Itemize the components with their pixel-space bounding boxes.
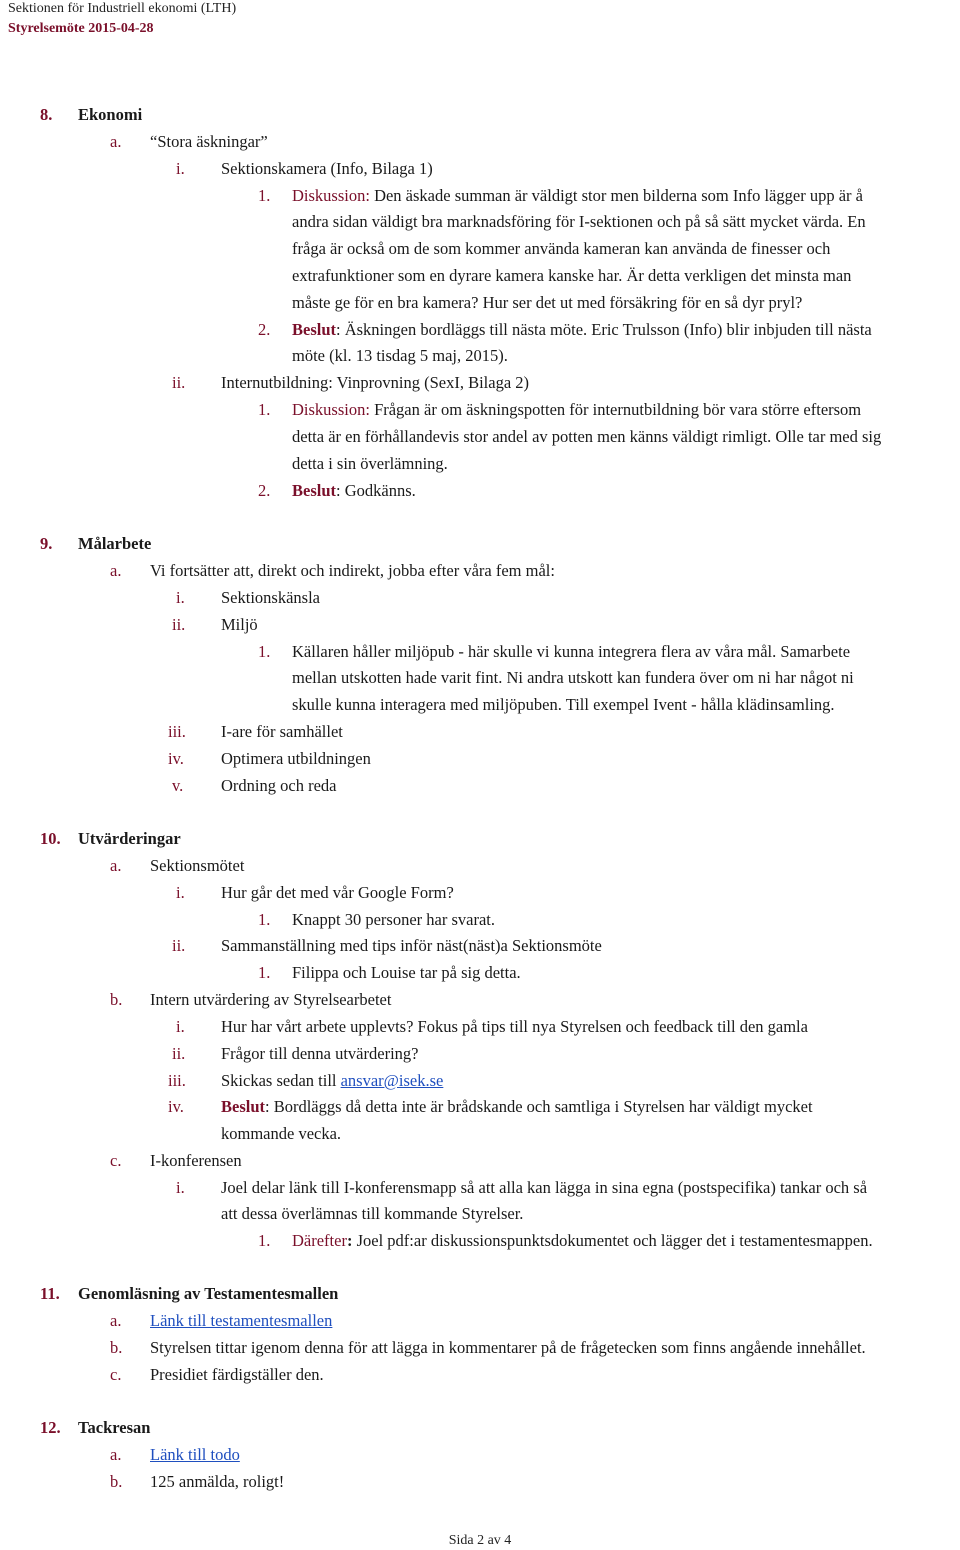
decision-text: : Äskningen bordläggs till nästa möte. Eric Trulsson (Info) blir inbjuden till nästa [336, 320, 872, 339]
list-marker: 1. [258, 910, 271, 929]
list-item: I-konferensen [150, 1151, 242, 1170]
list-marker: a. [110, 561, 122, 580]
list-marker: iv. [168, 1097, 184, 1116]
list-marker: b. [110, 1472, 123, 1491]
section-title-utvarderingar: Utvärderingar [78, 829, 181, 848]
discussion-line [292, 399, 861, 421]
list-item: att dessa överlämnas till kommande Styrelser. [221, 1204, 524, 1223]
discussion-text: detta är en förhållandevis stor andel av potten men känns väldigt rimligt. Olle tar med sig [292, 427, 882, 446]
list-marker: 1. [258, 186, 271, 205]
list-item: Joel delar länk till I-konferensmapp så att alla kan lägga in sina egna (postspecifika) tankar och så [221, 1178, 868, 1197]
list-marker: 1. [258, 1231, 271, 1250]
list-item-text: Joel pdf:ar diskussionspunktsdokumentet och lägger det i testamentesmappen. [352, 1231, 873, 1250]
section-title-tackresan: Tackresan [78, 1418, 151, 1437]
decision-text: : Bordläggs då detta inte är brådskande och samtliga i Styrelsen har väldigt mycket [265, 1097, 813, 1116]
section-number: 9. [40, 534, 53, 553]
discussion-text: måste ge för en bra kamera? Hur ser det ut med försäkring för en så dyr pryl? [292, 293, 803, 312]
decision-line [292, 480, 416, 502]
list-marker: iii. [168, 722, 186, 741]
section-title-testamente: Genomläsning av Testamentesmallen [78, 1284, 339, 1303]
list-marker: 1. [258, 642, 271, 661]
list-marker: ii. [172, 936, 186, 955]
therafter-label: Därefter [292, 1231, 347, 1250]
label-colon: : [346, 1231, 353, 1250]
meeting-title-header: Styrelsemöte 2015-04-28 [8, 21, 154, 36]
list-item: 125 anmälda, roligt! [150, 1472, 285, 1491]
list-marker: 2. [258, 481, 271, 500]
list-marker: c. [110, 1151, 122, 1170]
list-item: Miljö [221, 615, 258, 634]
list-item [221, 1070, 443, 1092]
list-marker: b. [110, 1338, 123, 1357]
discussion-label: Diskussion: [292, 400, 370, 419]
list-item: Frågor till denna utvärdering? [221, 1044, 419, 1063]
list-marker: v. [172, 776, 184, 795]
list-item-text: Skickas sedan till [221, 1071, 341, 1090]
discussion-text: Frågan är om äskningspotten för internutbildning bör vara större eftersom [369, 400, 862, 419]
list-marker: 2. [258, 320, 271, 339]
decision-text: kommande vecka. [221, 1124, 342, 1143]
list-item: Vi fortsätter att, direkt och indirekt, jobba efter våra fem mål: [150, 561, 555, 580]
list-item: Optimera utbildningen [221, 749, 371, 768]
discussion-text: detta i sin överlämning. [292, 454, 448, 473]
discussion-label: Diskussion: [292, 186, 370, 205]
list-item: Filippa och Louise tar på sig detta. [292, 963, 521, 982]
page-number-footer: Sida 2 av 4 [448, 1533, 512, 1548]
list-item: Intern utvärdering av Styrelsearbetet [150, 990, 392, 1009]
list-marker: i. [176, 883, 185, 902]
list-item: Knappt 30 personer har svarat. [292, 910, 495, 929]
decision-text: möte (kl. 13 tisdag 5 maj, 2015). [292, 346, 508, 365]
list-item: Internutbildning: Vinprovning (SexI, Bilaga 2) [221, 373, 530, 392]
discussion-text: fråga är också om de som kommer använda kameran kan använda de finesser och [292, 239, 831, 258]
section-number: 11. [40, 1284, 60, 1303]
section-number: 12. [40, 1418, 61, 1437]
list-item: Styrelsen tittar igenom denna för att lägga in kommentarer på de frågetecken som finns angående innehållet. [150, 1338, 866, 1357]
discussion-text: extrafunktioner som en dyrare kamera kanske har. Är detta verkligen det minsta man [292, 266, 852, 285]
list-marker: ii. [172, 373, 186, 392]
list-marker: ii. [172, 615, 186, 634]
list-marker: iii. [168, 1071, 186, 1090]
list-marker: c. [110, 1365, 122, 1384]
list-marker: i. [176, 159, 185, 178]
list-item: “Stora äskningar” [150, 132, 268, 151]
list-item: I-are för samhället [221, 722, 343, 741]
list-marker: a. [110, 132, 122, 151]
list-item: Sammanställning med tips inför näst(näst)a Sektionsmöte [221, 936, 602, 955]
section-title-malarbete: Målarbete [78, 534, 152, 553]
section-number: 10. [40, 829, 61, 848]
list-item-text: skulle kunna interagera med miljöpuben. Till exempel Ivent - hålla klädinsamling. [292, 695, 835, 714]
list-marker: i. [176, 1178, 185, 1197]
email-link[interactable]: ansvar@isek.se [340, 1071, 444, 1090]
decision-label: Beslut [292, 481, 337, 500]
testamentesmall-link[interactable]: Länk till testamentesmallen [150, 1311, 333, 1330]
document-org-header: Sektionen för Industriell ekonomi (LTH) [8, 1, 237, 16]
list-item-text: mellan utskotten hade varit fint. Ni andra utskott kan fundera över om ni har något ni [292, 668, 854, 687]
list-marker: iv. [168, 749, 184, 768]
todo-link[interactable]: Länk till todo [150, 1445, 240, 1464]
section-title-ekonomi: Ekonomi [78, 105, 143, 124]
decision-line [292, 319, 872, 341]
list-marker: 1. [258, 400, 271, 419]
list-marker: a. [110, 1311, 122, 1330]
list-item: Ordning och reda [221, 776, 337, 795]
list-item: Sektionskamera (Info, Bilaga 1) [221, 159, 433, 178]
decision-label: Beslut [221, 1097, 266, 1116]
list-marker: a. [110, 1445, 122, 1464]
decision-text: : Godkänns. [336, 481, 416, 500]
decision-label: Beslut [292, 320, 337, 339]
list-marker: 1. [258, 963, 271, 982]
list-item: Sektionskänsla [221, 588, 320, 607]
list-item: Sektionsmötet [150, 856, 245, 875]
decision-line [221, 1096, 813, 1118]
list-item: Hur har vårt arbete upplevts? Fokus på tips till nya Styrelsen och feedback till den gamla [221, 1017, 808, 1036]
list-marker: ii. [172, 1044, 186, 1063]
list-marker: b. [110, 990, 123, 1009]
list-item-text: Källaren håller miljöpub - här skulle vi kunna integrera flera av våra mål. Samarbete [292, 642, 851, 661]
list-item: Presidiet färdigställer den. [150, 1365, 324, 1384]
discussion-line [292, 185, 863, 207]
list-item [292, 1230, 873, 1252]
discussion-text: andra sidan väldigt bra marknadsföring för I-sektionen och på så sätt mycket värda. En [292, 212, 866, 231]
list-item: Hur går det med vår Google Form? [221, 883, 454, 902]
section-number: 8. [40, 105, 53, 124]
list-marker: a. [110, 856, 122, 875]
list-marker: i. [176, 588, 185, 607]
list-marker: i. [176, 1017, 185, 1036]
discussion-text: Den äskade summan är väldigt stor men bilderna som Info lägger upp är å [369, 186, 863, 205]
